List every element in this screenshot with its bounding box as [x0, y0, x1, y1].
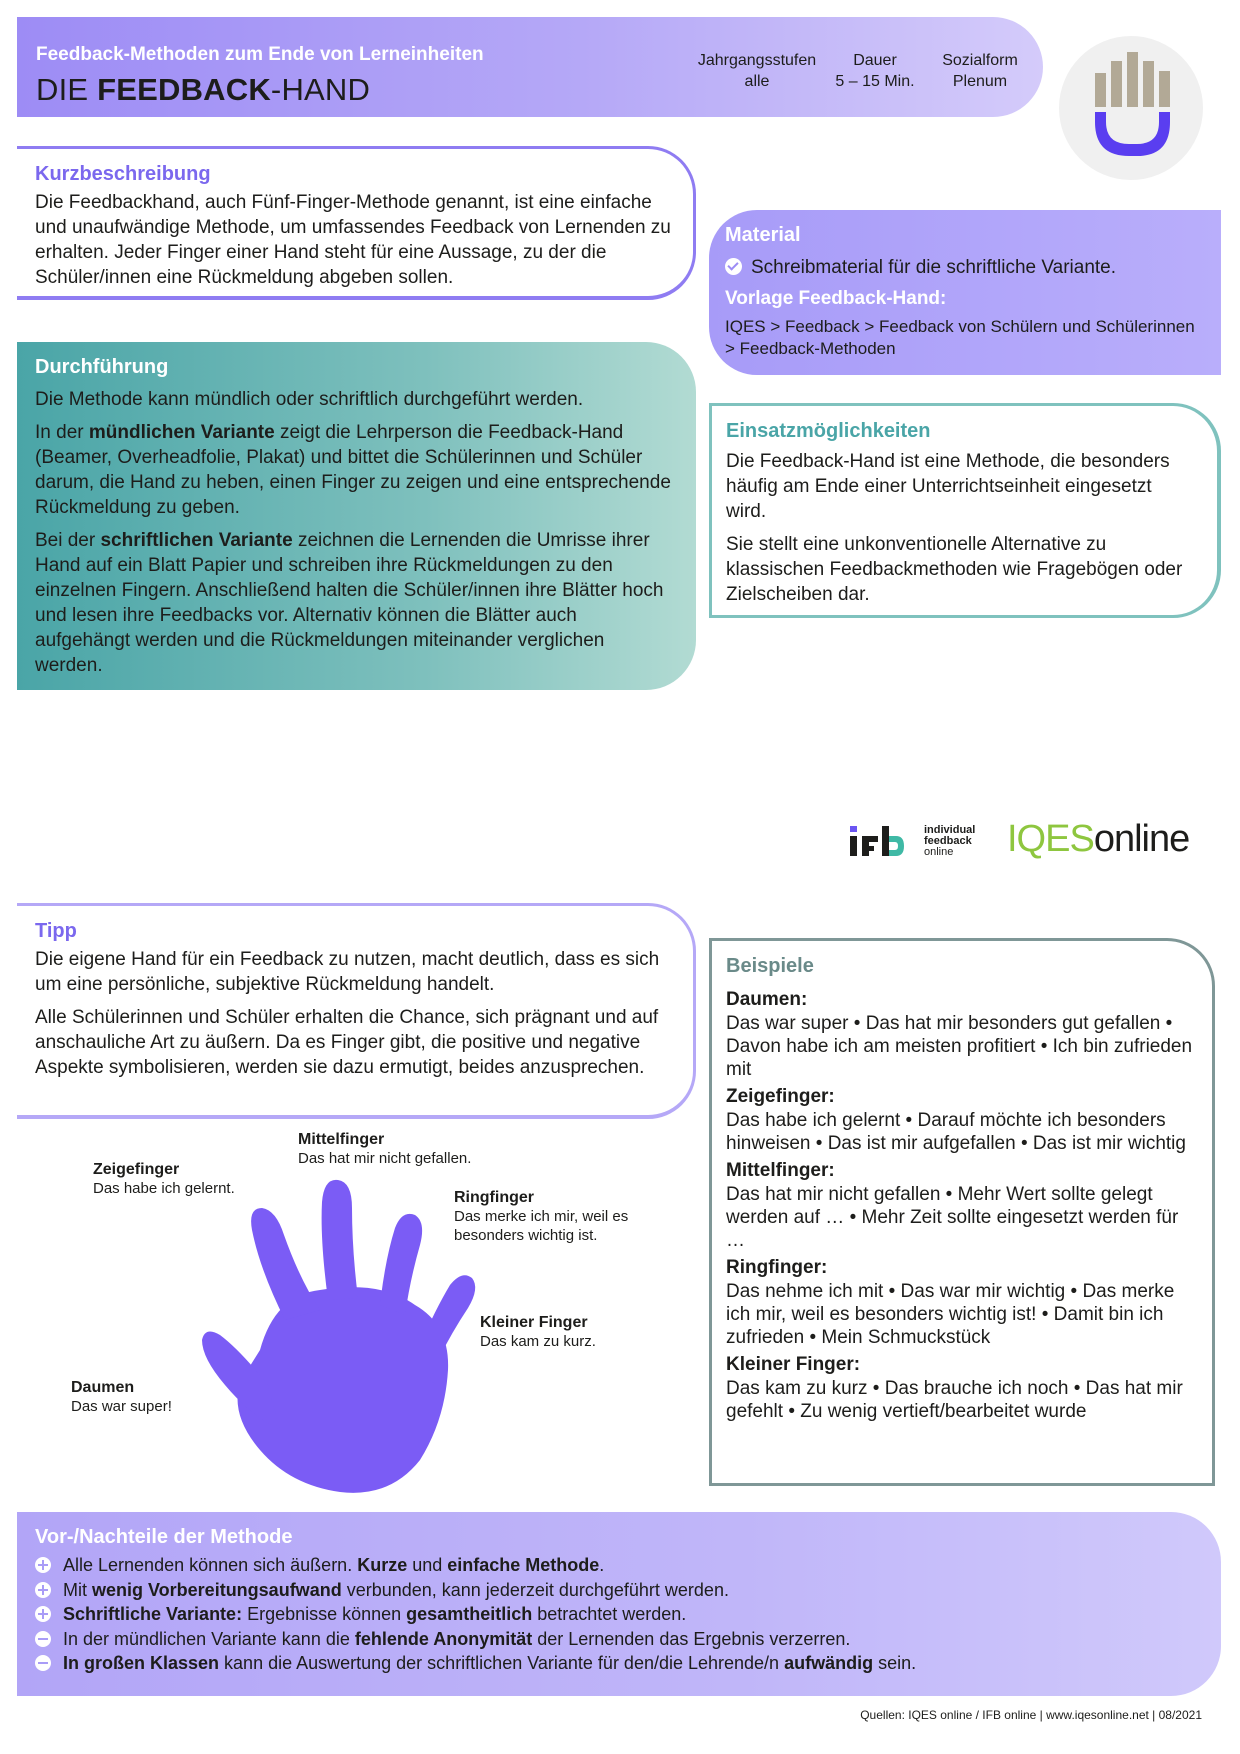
label-name: Daumen: [71, 1379, 135, 1396]
tipp-p1: Die eigene Hand für ein Feedback zu nutzen, macht deutlich, dass es sich um eine persönliche, subjektive Rückmeldung handelt.: [35, 949, 660, 995]
online-part: online: [1093, 818, 1190, 860]
durchfuehrung-p1: Die Methode kann mündlich oder schriftlich durchgeführt werden.: [35, 389, 584, 410]
vorteil-item: [35, 1602, 1201, 1627]
hand-print-icon: [202, 1180, 475, 1493]
title-post: -HAND: [270, 72, 371, 107]
feedback-hand-logo: [1059, 36, 1203, 180]
material-item: [725, 255, 1201, 280]
meta-label: Sozialform: [942, 52, 1018, 69]
meta-value: alle: [744, 73, 770, 90]
einsatz-p1: Die Feedback-Hand ist eine Methode, die besonders häufig am Ende einer Unterrichtseinheit eingesetzt wird.: [726, 451, 1170, 522]
meta-dauer: [820, 50, 930, 92]
durchfuehrung-title: Durchführung: [35, 356, 169, 378]
ifb-line: individual: [924, 824, 976, 836]
beispiel-name: Mittelfinger:: [726, 1160, 835, 1181]
beispiel-text: Das kam zu kurz • Das brauche ich noch • Das hat mir gefehlt • Zu wenig vertieft/bearbeitet wurde: [726, 1378, 1183, 1422]
label-text: Das habe ich gelernt.: [93, 1180, 235, 1197]
text-run: und: [407, 1555, 448, 1575]
text-bold: gesamtheitlich: [406, 1604, 533, 1624]
text-run: Alle Lernenden können sich äußern.: [63, 1555, 358, 1575]
label-text: Das merke ich mir, weil es: [454, 1208, 629, 1225]
durchfuehrung-p2: [35, 420, 676, 520]
text-bold: In großen Klassen: [63, 1653, 220, 1673]
check-circle-icon: [725, 258, 742, 275]
text-run: Ergebnisse können: [242, 1604, 407, 1624]
label-mittelfinger: [298, 1130, 471, 1168]
vor-nachteile-box: [17, 1512, 1221, 1696]
vor-nachteile-title: Vor-/Nachteile der Methode: [35, 1526, 293, 1548]
text-run: zeichnen die Lernenden die Umrisse ihrer Hand auf ein Blatt Papier und schreiben ihre Rückmeldungen zu den einzelnen Fingern. Anschließend halten die Schüler/innen ihre Blätter hoch und lesen ihre Feedbacks vor. Alternativ können die Blätter auch aufgehängt werden und die Rückmeldungen miteinander verglichen werden.: [35, 530, 664, 676]
meta-jahrgangsstufen: [692, 50, 822, 92]
text-bold: Schriftliche Variante:: [63, 1604, 243, 1624]
ifb-logo: [848, 822, 988, 862]
text-run: .: [599, 1555, 605, 1575]
einsatz-title: Einsatzmöglichkeiten: [726, 420, 931, 442]
beispiel-text: Das hat mir nicht gefallen • Mehr Wert sollte gelegt werden auf … • Mehr Zeit sollte eingesetzt werden für …: [726, 1184, 1179, 1251]
title-bold: FEEDBACK: [97, 72, 271, 107]
text-run: zeigt die Lehrperson die Feedback-Hand (Beamer, Overheadfolie, Plakat) und bittet die Schülerinnen und Schüler darum, die Hand zu heben, einen Finger zu zeigen und eine entsprechende Rückmeldung zu geben.: [35, 422, 671, 518]
hand-logo-icon: [1059, 36, 1203, 180]
text-bold: einfache Methode: [447, 1555, 600, 1575]
title-pre: DIE: [36, 72, 98, 107]
page-title: [36, 72, 370, 108]
beispiele-title: Beispiele: [726, 955, 814, 977]
label-text: Das kam zu kurz.: [480, 1333, 596, 1350]
label-name: Mittelfinger: [298, 1131, 385, 1148]
plus-circle-icon: [35, 1606, 51, 1622]
label-name: Kleiner Finger: [480, 1314, 588, 1331]
beispiel-name: Kleiner Finger:: [726, 1354, 861, 1375]
nachteil-item: [35, 1627, 1201, 1652]
ifb-line: feedback: [924, 835, 972, 847]
plus-circle-icon: [35, 1557, 51, 1573]
label-ringfinger: [454, 1188, 628, 1245]
meta-label: Dauer: [853, 52, 897, 69]
kurzbeschreibung-title: Kurzbeschreibung: [35, 163, 211, 185]
text-bold: fehlende Anonymität: [354, 1628, 533, 1649]
einsatz-p2: Sie stellt eine unkonventionelle Alternative zu klassischen Feedbackmethoden wie Fragebögen oder Zielscheiben dar.: [726, 534, 1183, 605]
beispiel-name: Ringfinger:: [726, 1257, 828, 1278]
material-box: [709, 210, 1221, 375]
label-text: Das war super!: [71, 1398, 172, 1415]
beispiel-name: Daumen:: [726, 989, 808, 1010]
text-bold: mündlichen Variante: [88, 422, 275, 443]
kurzbeschreibung-box: [17, 146, 696, 300]
text-run: In der mündlichen Variante kann die: [63, 1628, 355, 1649]
text-run: der Lernenden das Ergebnis verzerren.: [532, 1628, 851, 1649]
plus-circle-icon: [35, 1582, 51, 1598]
label-name: Zeigefinger: [93, 1161, 180, 1178]
label-zeigefinger: [93, 1160, 235, 1198]
einsatzmoeglichkeiten-box: [709, 403, 1221, 618]
meta-label: Jahrgangsstufen: [697, 52, 817, 69]
text-run: kann die Auswertung der schriftlichen Variante für den/die Lehrende/n: [219, 1653, 785, 1673]
kurzbeschreibung-text: Die Feedbackhand, auch Fünf-Finger-Methode genannt, ist eine einfache und unaufwändige Methode, um umfassendes Feedback von Lernenden zu erhalten. Jeder Finger einer Hand steht für eine Aussage, zu der die Schüler/innen eine Rückmeldung abgeben sollen.: [35, 192, 671, 288]
vorteil-item: [35, 1578, 1201, 1603]
material-title: Material: [725, 224, 801, 246]
beispiel-name: Zeigefinger:: [726, 1086, 835, 1107]
beispiel-text: Das nehme ich mit • Das war mir wichtig • Das merke ich mir, weil es besonders wichtig ist! • Damit bin ich zufrieden • Mein Schmuckstück: [726, 1281, 1175, 1348]
header-kicker: Feedback-Methoden zum Ende von Lerneinheiten: [36, 44, 484, 65]
text-bold: wenig Vorbereitungsaufwand: [92, 1579, 342, 1600]
text-run: betrachtet werden.: [532, 1604, 687, 1624]
text-run: sein.: [873, 1653, 917, 1673]
ifb-line: online: [924, 846, 954, 858]
label-kleiner-finger: [480, 1313, 596, 1351]
meta-value: Plenum: [952, 73, 1008, 90]
label-text: besonders wichtig ist.: [454, 1227, 598, 1244]
label-name: Ringfinger: [454, 1189, 534, 1206]
text-bold: schriftlichen Variante: [100, 530, 293, 551]
tipp-title: Tipp: [35, 920, 77, 942]
durchfuehrung-box: [17, 342, 696, 690]
text-bold: Kurze: [357, 1555, 408, 1575]
nachteil-item: [35, 1651, 1201, 1676]
tipp-box: [17, 903, 696, 1119]
material-item-text: Schreibmaterial für die schriftliche Variante.: [751, 257, 1117, 278]
vorlage-path: IQES > Feedback > Feedback von Schülern und Schülerinnen > Feedback-Methoden: [725, 317, 1195, 358]
ifb-mark-icon: [848, 822, 908, 862]
beispiele-box: [709, 938, 1215, 1486]
label-text: Das hat mir nicht gefallen.: [298, 1150, 472, 1167]
tipp-p2: Alle Schülerinnen und Schüler erhalten die Chance, sich prägnant und auf anschauliche Art zu äußern. Da es Finger gibt, die positive und negative Aspekte symbolisieren, werden sie dazu ermutigt, beides anzusprechen.: [35, 1007, 659, 1078]
text-bold: aufwändig: [784, 1653, 874, 1673]
ifb-text: [924, 825, 975, 858]
meta-sozialform: [925, 50, 1035, 92]
iqes-online-logo: [1007, 818, 1189, 861]
text-run: verbunden, kann jederzeit durchgeführt werden.: [341, 1579, 729, 1600]
minus-circle-icon: [35, 1631, 51, 1647]
footer-sources: Quellen: IQES online / IFB online | www.iqesonline.net | 08/2021: [860, 1708, 1202, 1722]
minus-circle-icon: [35, 1655, 51, 1671]
text-run: In der: [35, 422, 89, 443]
vorteil-item: [35, 1553, 1201, 1578]
vorlage-title: Vorlage Feedback-Hand:: [725, 288, 947, 309]
text-run: Bei der: [35, 530, 101, 551]
meta-value: 5 – 15 Min.: [835, 73, 915, 90]
label-daumen: [71, 1378, 172, 1416]
durchfuehrung-p3: [35, 528, 676, 678]
beispiel-text: Das war super • Das hat mir besonders gut gefallen • Davon habe ich am meisten profitiert • Ich bin zufrieden mit: [726, 1013, 1193, 1080]
iqes-part: IQES: [1007, 818, 1094, 860]
text-run: Mit: [63, 1579, 92, 1600]
beispiel-text: Das habe ich gelernt • Darauf möchte ich besonders hinweisen • Das ist mir aufgefallen • Das ist mir wichtig: [726, 1110, 1186, 1154]
